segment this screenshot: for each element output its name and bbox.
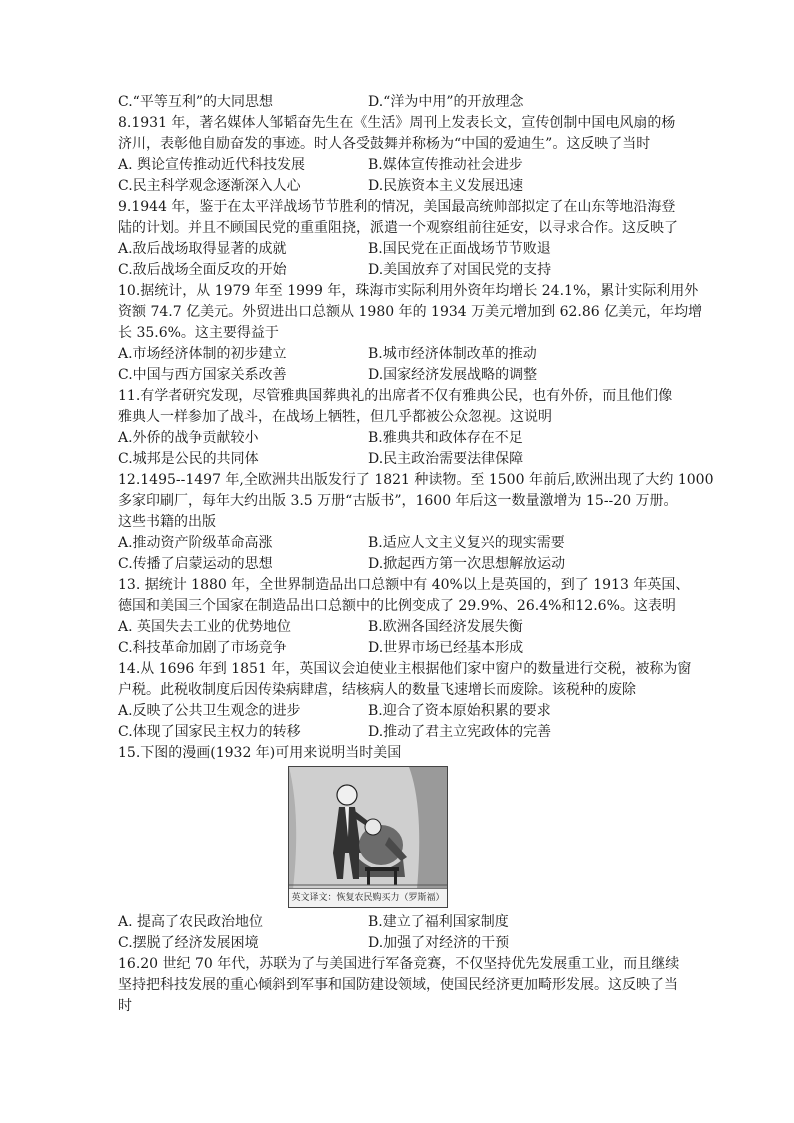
q8-options-cd — [118, 176, 690, 197]
q9-stem-line-1: 9.1944 年，鉴于在太平洋战场节节胜利的情况，美国最高统帅部拟定了在山东等地沿海登 — [118, 199, 676, 215]
q8-stem-line-1: 8.1931 年，著名媒体人邹韬奋先生在《生活》周刊上发表长文，宣传创制中国电风扇的杨 — [118, 115, 676, 131]
q14-stem-line-1: 14.从 1696 年到 1851 年，英国议会迫使业主根据他们家中窗户的数量进行交税，被称为窗 — [118, 661, 692, 677]
q11-stem-line-1: 11.有学者研究发现，尽管雅典国葬典礼的出席者不仅有雅典公民，也有外侨，而且他们像 — [118, 388, 673, 404]
q15-options-cd — [118, 933, 690, 954]
q13-option-a: A. 英国失去工业的优势地位 — [118, 619, 292, 635]
q9-option-d: D.美国放弃了对国民党的支持 — [368, 262, 552, 278]
q11-stem-line-2: 雅典人一样参加了战斗，在战场上牺牲，但几乎都被公众忽视。这说明 — [118, 409, 552, 425]
q15-stem-line-1: 15.下图的漫画(1932 年)可用来说明当时美国 — [118, 745, 402, 761]
q14-options-ab — [118, 701, 690, 722]
q12-stem-line-3: 这些书籍的出版 — [118, 514, 216, 530]
exam-page — [118, 92, 714, 1017]
q15-option-d: D.加强了对经济的干预 — [368, 935, 510, 951]
q8-option-d: D.民族资本主义发展迅速 — [368, 178, 524, 194]
q13-option-c: C.科技革命加剧了市场竞争 — [118, 640, 287, 656]
question-13 — [118, 575, 690, 659]
q9-option-c: C.敌后战场全面反攻的开始 — [118, 262, 287, 278]
q10-option-b: B.城市经济体制改革的推动 — [368, 346, 537, 362]
q15-options-ab — [118, 912, 690, 933]
q13-option-b: B.欧洲各国经济发展失衡 — [368, 619, 523, 635]
q7-option-d: D.“洋为中用”的开放理念 — [368, 94, 524, 110]
q14-stem-line-2: 户税。此税收制度后因传染病肆虐，结核病人的数量飞速增长而废除。该税种的废除 — [118, 682, 636, 698]
question-11 — [118, 386, 690, 470]
q11-option-b: B.雅典共和政体存在不足 — [368, 430, 523, 446]
q9-options-cd — [118, 260, 690, 281]
q15-option-c: C.摆脱了经济发展困境 — [118, 935, 259, 951]
q9-option-b: B.国民党在正面战场节节败退 — [368, 241, 551, 257]
q12-option-b: B.适应人文主义复兴的现实需要 — [368, 535, 565, 551]
q14-option-a: A.反映了公共卫生观念的进步 — [118, 703, 301, 719]
question-16 — [118, 954, 690, 1017]
q13-stem-line-1: 13. 据统计 1880 年，全世界制造品出口总额中有 40%以上是英国的，到了 1913 年英国、 — [118, 577, 690, 593]
q10-option-d: D.国家经济发展战略的调整 — [368, 367, 538, 383]
q10-stem-line-3: 长 35.6%。这主要得益于 — [118, 325, 279, 341]
q9-stem-line-2: 陆的计划。并且不顾国民党的重重阻挠，派遣一个观察组前往延安，以寻求合作。这反映了 — [118, 220, 678, 236]
q16-stem-line-3: 时 — [118, 998, 132, 1014]
q12-stem-line-1: 12.1495--1497 年,全欧洲共出版发行了 1821 种读物。至 1500 年前后,欧洲出现了大约 1000 — [118, 472, 714, 488]
q12-options-cd — [118, 554, 690, 575]
q11-option-d: D.民主政治需要法律保障 — [368, 451, 524, 467]
q15-option-a: A. 提高了农民政治地位 — [118, 914, 264, 930]
q8-stem-line-2: 济川，表彰他自励奋发的事迹。时人各受鼓舞并称杨为“中国的爱迪生”。这反映了当时 — [118, 136, 651, 152]
q15-option-b: B.建立了福利国家制度 — [368, 914, 509, 930]
q10-option-a: A.市场经济体制的初步建立 — [118, 346, 287, 362]
question-9 — [118, 197, 690, 281]
q10-options-ab — [118, 344, 690, 365]
q10-options-cd — [118, 365, 690, 386]
question-10 — [118, 281, 703, 386]
q8-option-b: B.媒体宣传推动社会进步 — [368, 157, 523, 173]
q9-option-a: A.敌后战场取得显著的成就 — [118, 241, 287, 257]
q13-options-ab — [118, 617, 690, 638]
q11-option-a: A.外侨的战争贡献较小 — [118, 430, 259, 446]
q9-options-ab — [118, 239, 690, 260]
question-14 — [118, 659, 690, 743]
q10-option-c: C.中国与西方国家关系改善 — [118, 367, 287, 383]
q14-option-d: D.推动了君主立宪政体的完善 — [368, 724, 552, 740]
q7-option-c: C.“平等互利”的大同思想 — [118, 94, 273, 110]
q7-options-cd — [118, 92, 690, 113]
q8-options-ab — [118, 155, 690, 176]
q12-option-c: C.传播了启蒙运动的思想 — [118, 556, 273, 572]
q10-stem-line-1: 10.据统计，从 1979 年至 1999 年，珠海市实际利用外资年均增长 24.1%，累计实际利用外 — [118, 283, 699, 299]
question-12 — [118, 470, 714, 575]
q14-options-cd — [118, 722, 690, 743]
q8-option-a: A. 舆论宣传推动近代科技发展 — [118, 157, 306, 173]
cartoon-figure — [288, 766, 448, 908]
q11-options-cd — [118, 449, 690, 470]
q12-option-d: D.掀起西方第一次思想解放运动 — [368, 556, 566, 572]
q13-options-cd — [118, 638, 690, 659]
q13-option-d: D.世界市场已经基本形成 — [368, 640, 524, 656]
q12-stem-line-2: 多家印刷厂，每年大约出版 3.5 万册“古版书”，1600 年后这一数量激增为 15--20 万册。 — [118, 493, 678, 509]
q13-stem-line-2: 德国和美国三个国家在制造品出口总额中的比例变成了 29.9%、26.4%和12.6%。这表明 — [118, 598, 676, 614]
q10-stem-line-2: 资额 74.7 亿美元。外贸进出口总额从 1980 年的 1934 万美元增加到 62.86 亿美元，年均增 — [118, 304, 703, 320]
q12-option-a: A.推动资产阶级革命高涨 — [118, 535, 273, 551]
cartoon-caption: 英文译文：恢复农民购买力（罗斯福） — [289, 888, 447, 907]
q12-options-ab — [118, 533, 690, 554]
q16-stem-line-2: 坚持把科技发展的重心倾斜到军事和国防建设领域，使国民经济更加畸形发展。这反映了当 — [118, 977, 678, 993]
cartoon-illustration — [289, 767, 447, 889]
q11-option-c: C.城邦是公民的共同体 — [118, 451, 259, 467]
question-15 — [118, 743, 690, 954]
q11-options-ab — [118, 428, 690, 449]
q8-option-c: C.民主科学观念逐渐深入人心 — [118, 178, 301, 194]
question-8 — [118, 113, 690, 197]
q14-option-b: B.迎合了资本原始积累的要求 — [368, 703, 551, 719]
q16-stem-line-1: 16.20 世纪 70 年代，苏联为了与美国进行军备竞赛，不仅坚持优先发展重工业，而且继续 — [118, 956, 680, 972]
q14-option-c: C.体现了国家民主权力的转移 — [118, 724, 301, 740]
